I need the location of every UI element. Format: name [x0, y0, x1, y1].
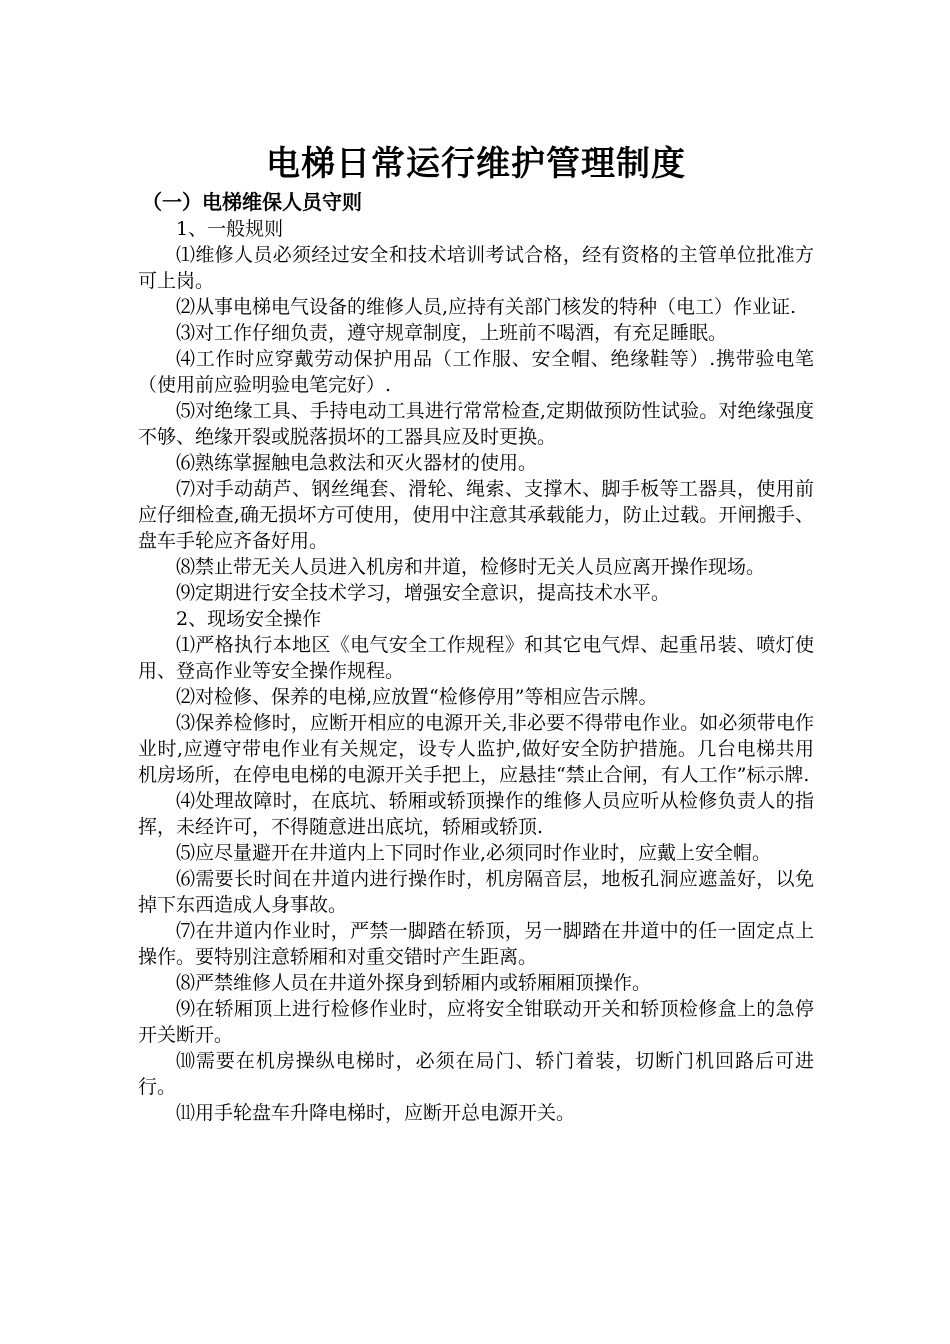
- safety-item: ⑸应尽量避开在井道内上下同时作业,必须同时作业时，应戴上安全帽。: [176, 842, 772, 864]
- rule-item: ⑸对绝缘工具、手持电动工具进行常常检查,定期做预防性试验。对绝缘强度不够、绝缘开裂或脱落损坏的工器具应及时更换。: [138, 400, 814, 448]
- safety-item: ⑼在轿厢顶上进行检修作业时，应将安全钳联动开关和轿顶检修盒上的急停开关断开。: [138, 998, 814, 1046]
- rule-item: ⑹熟练掌握触电急救法和灭火器材的使用。: [176, 452, 538, 474]
- safety-item: ⑺在井道内作业时，严禁一脚踏在轿顶，另一脚踏在井道中的任一固定点上操作。要特别注意轿厢和对重交错时产生距离。: [138, 920, 814, 968]
- safety-item: ⑽需要在机房操纵电梯时，必须在局门、轿门着装，切断门机回路后可进行。: [138, 1050, 814, 1098]
- safety-item: ⑵对检修、保养的电梯,应放置“检修停用”等相应告示牌。: [176, 686, 658, 708]
- safety-item: ⑴严格执行本地区《电气安全工作规程》和其它电气焊、起重吊装、喷灯使用、登高作业等安全操作规程。: [138, 634, 814, 682]
- safety-item: ⑷处理故障时，在底坑、轿厢或轿顶操作的维修人员应听从检修负责人的指挥，未经许可，不得随意进出底坑，轿厢或轿顶.: [138, 790, 814, 838]
- safety-item: ⑾用手轮盘车升降电梯时，应断开总电源开关。: [176, 1102, 576, 1124]
- document-title: 电梯日常运行维护管理制度: [266, 144, 686, 184]
- rule-item: ⑻禁止带无关人员进入机房和井道，检修时无关人员应离开操作现场。: [176, 556, 766, 578]
- section-heading-1: （一）电梯维保人员守则: [142, 190, 362, 214]
- rule-item: ⑶对工作仔细负责，遵守规章制度，上班前不喝酒，有充足睡眠。: [176, 322, 728, 344]
- part-heading-general-rules: 1、一般规则: [176, 218, 284, 240]
- document-page: [138, 140, 814, 1126]
- rule-item: ⑺对手动葫芦、钢丝绳套、滑轮、绳索、支撑木、脚手板等工器具，使用前应仔细检查,确无损坏方可使用，使用中注意其承载能力，防止过载。开闸搬手、盘车手轮应齐备好用。: [138, 478, 814, 552]
- safety-item: ⑻严禁维修人员在井道外探身到轿厢内或轿厢厢顶操作。: [176, 972, 652, 994]
- rule-item: ⑼定期进行安全技术学习，增强安全意识，提高技术水平。: [176, 582, 671, 604]
- rule-item: ⑴维修人员必须经过安全和技术培训考试合格，经有资格的主管单位批准方可上岗。: [138, 244, 814, 292]
- safety-item: ⑹需要长时间在井道内进行操作时，机房隔音层，地板孔洞应遮盖好，以免掉下东西造成人身事故。: [138, 868, 814, 916]
- rule-item: ⑷工作时应穿戴劳动保护用品（工作服、安全帽、绝缘鞋等）.携带验电笔（使用前应验明验电笔完好）.: [138, 348, 814, 396]
- safety-item: ⑶保养检修时，应断开相应的电源开关,非必要不得带电作业。如必须带电作业时,应遵守带电作业有关规定，设专人监护,做好安全防护措施。几台电梯共用机房场所，在停电电梯的电源开关手把上，应悬挂“禁止合闸，有人工作”标示牌.: [138, 712, 814, 786]
- part-heading-site-safety: 2、现场安全操作: [176, 608, 322, 630]
- rule-item: ⑵从事电梯电气设备的维修人员,应持有关部门核发的特种（电工）作业证.: [176, 296, 797, 318]
